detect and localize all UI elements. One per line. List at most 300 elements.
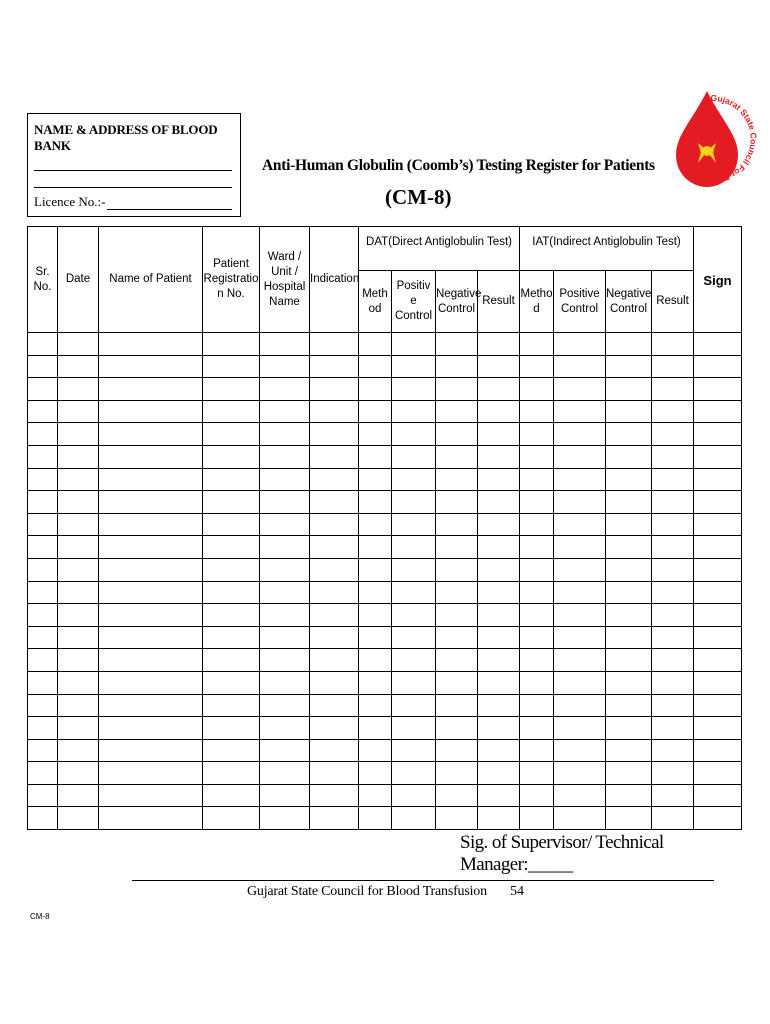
table-cell[interactable] [310,671,359,694]
table-cell[interactable] [203,581,260,604]
table-cell[interactable] [606,558,652,581]
table-cell[interactable] [203,626,260,649]
table-cell[interactable] [260,671,310,694]
table-cell[interactable] [359,784,392,807]
table-cell[interactable] [392,626,436,649]
table-cell[interactable] [260,649,310,672]
table-cell[interactable] [203,355,260,378]
table-cell[interactable] [606,378,652,401]
table-cell[interactable] [28,649,58,672]
table-cell[interactable] [392,513,436,536]
table-cell[interactable] [606,739,652,762]
table-cell[interactable] [392,717,436,740]
table-cell[interactable] [652,649,694,672]
table-cell[interactable] [694,491,742,514]
table-cell[interactable] [58,445,99,468]
table-cell[interactable] [203,468,260,491]
table-cell[interactable] [359,400,392,423]
table-cell[interactable] [58,468,99,491]
table-cell[interactable] [436,423,478,446]
table-cell[interactable] [554,581,606,604]
table-cell[interactable] [260,581,310,604]
table-cell[interactable] [260,807,310,830]
table-cell[interactable] [203,762,260,785]
table-cell[interactable] [28,536,58,559]
table-cell[interactable] [554,807,606,830]
table-cell[interactable] [652,445,694,468]
table-cell[interactable] [310,581,359,604]
table-cell[interactable] [554,717,606,740]
table-cell[interactable] [554,626,606,649]
table-cell[interactable] [520,491,554,514]
table-cell[interactable] [28,784,58,807]
table-cell[interactable] [694,717,742,740]
table-cell[interactable] [392,333,436,356]
table-cell[interactable] [260,694,310,717]
table-cell[interactable] [392,378,436,401]
table-cell[interactable] [203,445,260,468]
table-cell[interactable] [652,694,694,717]
table-cell[interactable] [99,694,203,717]
table-cell[interactable] [28,626,58,649]
table-cell[interactable] [478,423,520,446]
table-cell[interactable] [392,468,436,491]
table-cell[interactable] [310,604,359,627]
table-cell[interactable] [392,445,436,468]
table-cell[interactable] [359,717,392,740]
table-cell[interactable] [478,491,520,514]
table-cell[interactable] [28,694,58,717]
table-cell[interactable] [554,333,606,356]
table-cell[interactable] [58,784,99,807]
table-cell[interactable] [520,400,554,423]
table-cell[interactable] [694,604,742,627]
table-cell[interactable] [436,807,478,830]
table-cell[interactable] [436,762,478,785]
table-cell[interactable] [99,423,203,446]
table-cell[interactable] [310,423,359,446]
table-cell[interactable] [478,626,520,649]
table-cell[interactable] [99,717,203,740]
table-cell[interactable] [99,762,203,785]
table-cell[interactable] [652,468,694,491]
table-cell[interactable] [652,400,694,423]
table-cell[interactable] [652,762,694,785]
table-cell[interactable] [58,378,99,401]
table-cell[interactable] [478,536,520,559]
table-cell[interactable] [436,739,478,762]
table-cell[interactable] [606,671,652,694]
table-cell[interactable] [694,468,742,491]
table-cell[interactable] [359,355,392,378]
table-cell[interactable] [694,445,742,468]
table-cell[interactable] [436,581,478,604]
table-cell[interactable] [694,536,742,559]
table-cell[interactable] [520,513,554,536]
table-cell[interactable] [359,671,392,694]
table-cell[interactable] [392,355,436,378]
table-cell[interactable] [436,513,478,536]
table-cell[interactable] [359,333,392,356]
table-cell[interactable] [436,378,478,401]
table-cell[interactable] [203,694,260,717]
table-cell[interactable] [554,400,606,423]
table-cell[interactable] [520,604,554,627]
table-cell[interactable] [28,355,58,378]
table-cell[interactable] [310,355,359,378]
table-cell[interactable] [606,468,652,491]
table-cell[interactable] [58,717,99,740]
table-cell[interactable] [260,536,310,559]
table-cell[interactable] [392,423,436,446]
table-cell[interactable] [520,423,554,446]
table-cell[interactable] [28,604,58,627]
table-cell[interactable] [436,694,478,717]
table-cell[interactable] [359,739,392,762]
table-cell[interactable] [478,604,520,627]
table-cell[interactable] [359,558,392,581]
table-cell[interactable] [554,378,606,401]
table-cell[interactable] [99,807,203,830]
table-cell[interactable] [694,378,742,401]
table-cell[interactable] [58,581,99,604]
table-cell[interactable] [203,604,260,627]
table-cell[interactable] [310,445,359,468]
table-cell[interactable] [554,558,606,581]
table-cell[interactable] [99,671,203,694]
table-cell[interactable] [392,400,436,423]
table-cell[interactable] [392,581,436,604]
table-cell[interactable] [478,558,520,581]
table-cell[interactable] [58,762,99,785]
table-cell[interactable] [694,400,742,423]
table-cell[interactable] [203,807,260,830]
table-cell[interactable] [392,649,436,672]
table-cell[interactable] [392,739,436,762]
table-cell[interactable] [260,445,310,468]
table-cell[interactable] [260,604,310,627]
table-cell[interactable] [554,468,606,491]
table-cell[interactable] [260,355,310,378]
table-cell[interactable] [520,378,554,401]
table-cell[interactable] [310,762,359,785]
table-cell[interactable] [260,784,310,807]
table-cell[interactable] [652,491,694,514]
table-cell[interactable] [310,536,359,559]
table-cell[interactable] [28,491,58,514]
table-cell[interactable] [310,468,359,491]
table-cell[interactable] [520,784,554,807]
table-cell[interactable] [606,333,652,356]
table-cell[interactable] [554,355,606,378]
table-cell[interactable] [203,400,260,423]
table-cell[interactable] [203,536,260,559]
table-cell[interactable] [606,536,652,559]
table-cell[interactable] [58,491,99,514]
table-cell[interactable] [99,491,203,514]
table-cell[interactable] [359,649,392,672]
table-cell[interactable] [694,671,742,694]
table-cell[interactable] [436,333,478,356]
table-cell[interactable] [28,333,58,356]
table-cell[interactable] [436,355,478,378]
table-cell[interactable] [392,762,436,785]
table-cell[interactable] [606,762,652,785]
table-cell[interactable] [310,784,359,807]
table-cell[interactable] [28,762,58,785]
table-cell[interactable] [28,739,58,762]
table-cell[interactable] [203,784,260,807]
table-cell[interactable] [203,491,260,514]
table-cell[interactable] [260,717,310,740]
table-cell[interactable] [520,694,554,717]
table-cell[interactable] [436,717,478,740]
table-cell[interactable] [436,558,478,581]
table-cell[interactable] [694,558,742,581]
table-cell[interactable] [58,649,99,672]
table-cell[interactable] [310,626,359,649]
table-cell[interactable] [392,491,436,514]
table-cell[interactable] [606,513,652,536]
table-cell[interactable] [478,694,520,717]
table-cell[interactable] [203,423,260,446]
table-cell[interactable] [99,378,203,401]
table-cell[interactable] [58,536,99,559]
table-cell[interactable] [606,400,652,423]
table-cell[interactable] [554,536,606,559]
table-cell[interactable] [392,694,436,717]
table-cell[interactable] [554,423,606,446]
table-cell[interactable] [554,671,606,694]
table-cell[interactable] [694,513,742,536]
table-cell[interactable] [359,581,392,604]
table-cell[interactable] [652,378,694,401]
table-cell[interactable] [606,694,652,717]
table-cell[interactable] [99,558,203,581]
table-cell[interactable] [392,536,436,559]
table-cell[interactable] [520,558,554,581]
table-cell[interactable] [606,491,652,514]
table-cell[interactable] [58,333,99,356]
table-cell[interactable] [260,468,310,491]
table-cell[interactable] [694,333,742,356]
table-cell[interactable] [606,445,652,468]
table-cell[interactable] [652,739,694,762]
table-cell[interactable] [310,739,359,762]
table-cell[interactable] [203,671,260,694]
table-cell[interactable] [203,739,260,762]
table-cell[interactable] [359,513,392,536]
table-cell[interactable] [652,581,694,604]
table-cell[interactable] [520,581,554,604]
table-cell[interactable] [99,784,203,807]
table-cell[interactable] [554,491,606,514]
table-cell[interactable] [359,423,392,446]
table-cell[interactable] [28,378,58,401]
table-cell[interactable] [28,581,58,604]
table-cell[interactable] [652,626,694,649]
table-cell[interactable] [554,604,606,627]
table-cell[interactable] [520,807,554,830]
table-cell[interactable] [359,762,392,785]
table-cell[interactable] [694,739,742,762]
table-cell[interactable] [310,333,359,356]
table-cell[interactable] [478,445,520,468]
table-cell[interactable] [478,355,520,378]
table-cell[interactable] [28,400,58,423]
table-cell[interactable] [310,717,359,740]
table-cell[interactable] [436,491,478,514]
table-cell[interactable] [520,333,554,356]
table-cell[interactable] [652,671,694,694]
table-cell[interactable] [478,581,520,604]
table-cell[interactable] [520,762,554,785]
table-cell[interactable] [520,355,554,378]
table-cell[interactable] [694,626,742,649]
table-cell[interactable] [99,739,203,762]
table-cell[interactable] [58,423,99,446]
table-cell[interactable] [359,536,392,559]
table-cell[interactable] [99,626,203,649]
table-cell[interactable] [606,604,652,627]
table-cell[interactable] [203,649,260,672]
table-cell[interactable] [478,739,520,762]
table-cell[interactable] [58,694,99,717]
table-cell[interactable] [606,626,652,649]
table-cell[interactable] [359,604,392,627]
table-cell[interactable] [203,717,260,740]
table-cell[interactable] [359,807,392,830]
table-cell[interactable] [520,671,554,694]
table-cell[interactable] [58,739,99,762]
table-cell[interactable] [694,807,742,830]
table-cell[interactable] [694,649,742,672]
table-cell[interactable] [99,604,203,627]
table-cell[interactable] [652,423,694,446]
table-cell[interactable] [478,807,520,830]
table-cell[interactable] [359,694,392,717]
table-cell[interactable] [260,378,310,401]
table-cell[interactable] [436,671,478,694]
table-cell[interactable] [392,671,436,694]
table-cell[interactable] [260,400,310,423]
table-cell[interactable] [260,491,310,514]
table-cell[interactable] [436,784,478,807]
table-cell[interactable] [203,558,260,581]
table-cell[interactable] [28,558,58,581]
table-cell[interactable] [99,445,203,468]
table-cell[interactable] [478,671,520,694]
table-cell[interactable] [478,333,520,356]
table-cell[interactable] [694,581,742,604]
table-cell[interactable] [28,445,58,468]
table-cell[interactable] [652,717,694,740]
table-cell[interactable] [694,355,742,378]
table-cell[interactable] [606,807,652,830]
table-cell[interactable] [203,513,260,536]
table-cell[interactable] [652,355,694,378]
table-cell[interactable] [554,445,606,468]
table-cell[interactable] [478,468,520,491]
table-cell[interactable] [652,513,694,536]
table-cell[interactable] [260,762,310,785]
table-cell[interactable] [28,807,58,830]
table-cell[interactable] [58,355,99,378]
table-cell[interactable] [310,694,359,717]
table-cell[interactable] [436,400,478,423]
table-cell[interactable] [436,468,478,491]
table-cell[interactable] [478,400,520,423]
table-cell[interactable] [652,333,694,356]
table-cell[interactable] [436,649,478,672]
table-cell[interactable] [606,581,652,604]
table-cell[interactable] [392,784,436,807]
table-cell[interactable] [99,400,203,423]
table-cell[interactable] [478,378,520,401]
table-cell[interactable] [520,717,554,740]
table-cell[interactable] [28,671,58,694]
table-cell[interactable] [359,626,392,649]
table-cell[interactable] [310,491,359,514]
table-cell[interactable] [203,378,260,401]
table-cell[interactable] [520,536,554,559]
table-cell[interactable] [694,423,742,446]
table-cell[interactable] [359,378,392,401]
table-cell[interactable] [359,468,392,491]
table-cell[interactable] [58,400,99,423]
table-cell[interactable] [694,762,742,785]
table-cell[interactable] [606,717,652,740]
table-cell[interactable] [554,762,606,785]
table-cell[interactable] [99,333,203,356]
table-cell[interactable] [392,807,436,830]
table-cell[interactable] [436,445,478,468]
table-cell[interactable] [436,604,478,627]
table-cell[interactable] [260,558,310,581]
table-cell[interactable] [99,513,203,536]
table-cell[interactable] [58,807,99,830]
table-cell[interactable] [478,762,520,785]
table-cell[interactable] [436,536,478,559]
table-cell[interactable] [310,378,359,401]
table-cell[interactable] [260,513,310,536]
table-cell[interactable] [58,558,99,581]
table-cell[interactable] [58,604,99,627]
table-cell[interactable] [520,468,554,491]
table-cell[interactable] [28,468,58,491]
table-cell[interactable] [260,333,310,356]
table-cell[interactable] [520,445,554,468]
table-cell[interactable] [606,423,652,446]
table-cell[interactable] [436,626,478,649]
table-cell[interactable] [652,558,694,581]
table-cell[interactable] [99,355,203,378]
table-cell[interactable] [99,468,203,491]
table-cell[interactable] [606,784,652,807]
table-cell[interactable] [554,649,606,672]
table-cell[interactable] [694,694,742,717]
table-cell[interactable] [99,536,203,559]
table-cell[interactable] [652,807,694,830]
table-cell[interactable] [99,649,203,672]
table-cell[interactable] [28,717,58,740]
table-cell[interactable] [260,626,310,649]
table-cell[interactable] [606,649,652,672]
table-cell[interactable] [28,513,58,536]
table-cell[interactable] [554,694,606,717]
table-cell[interactable] [392,558,436,581]
table-cell[interactable] [652,536,694,559]
